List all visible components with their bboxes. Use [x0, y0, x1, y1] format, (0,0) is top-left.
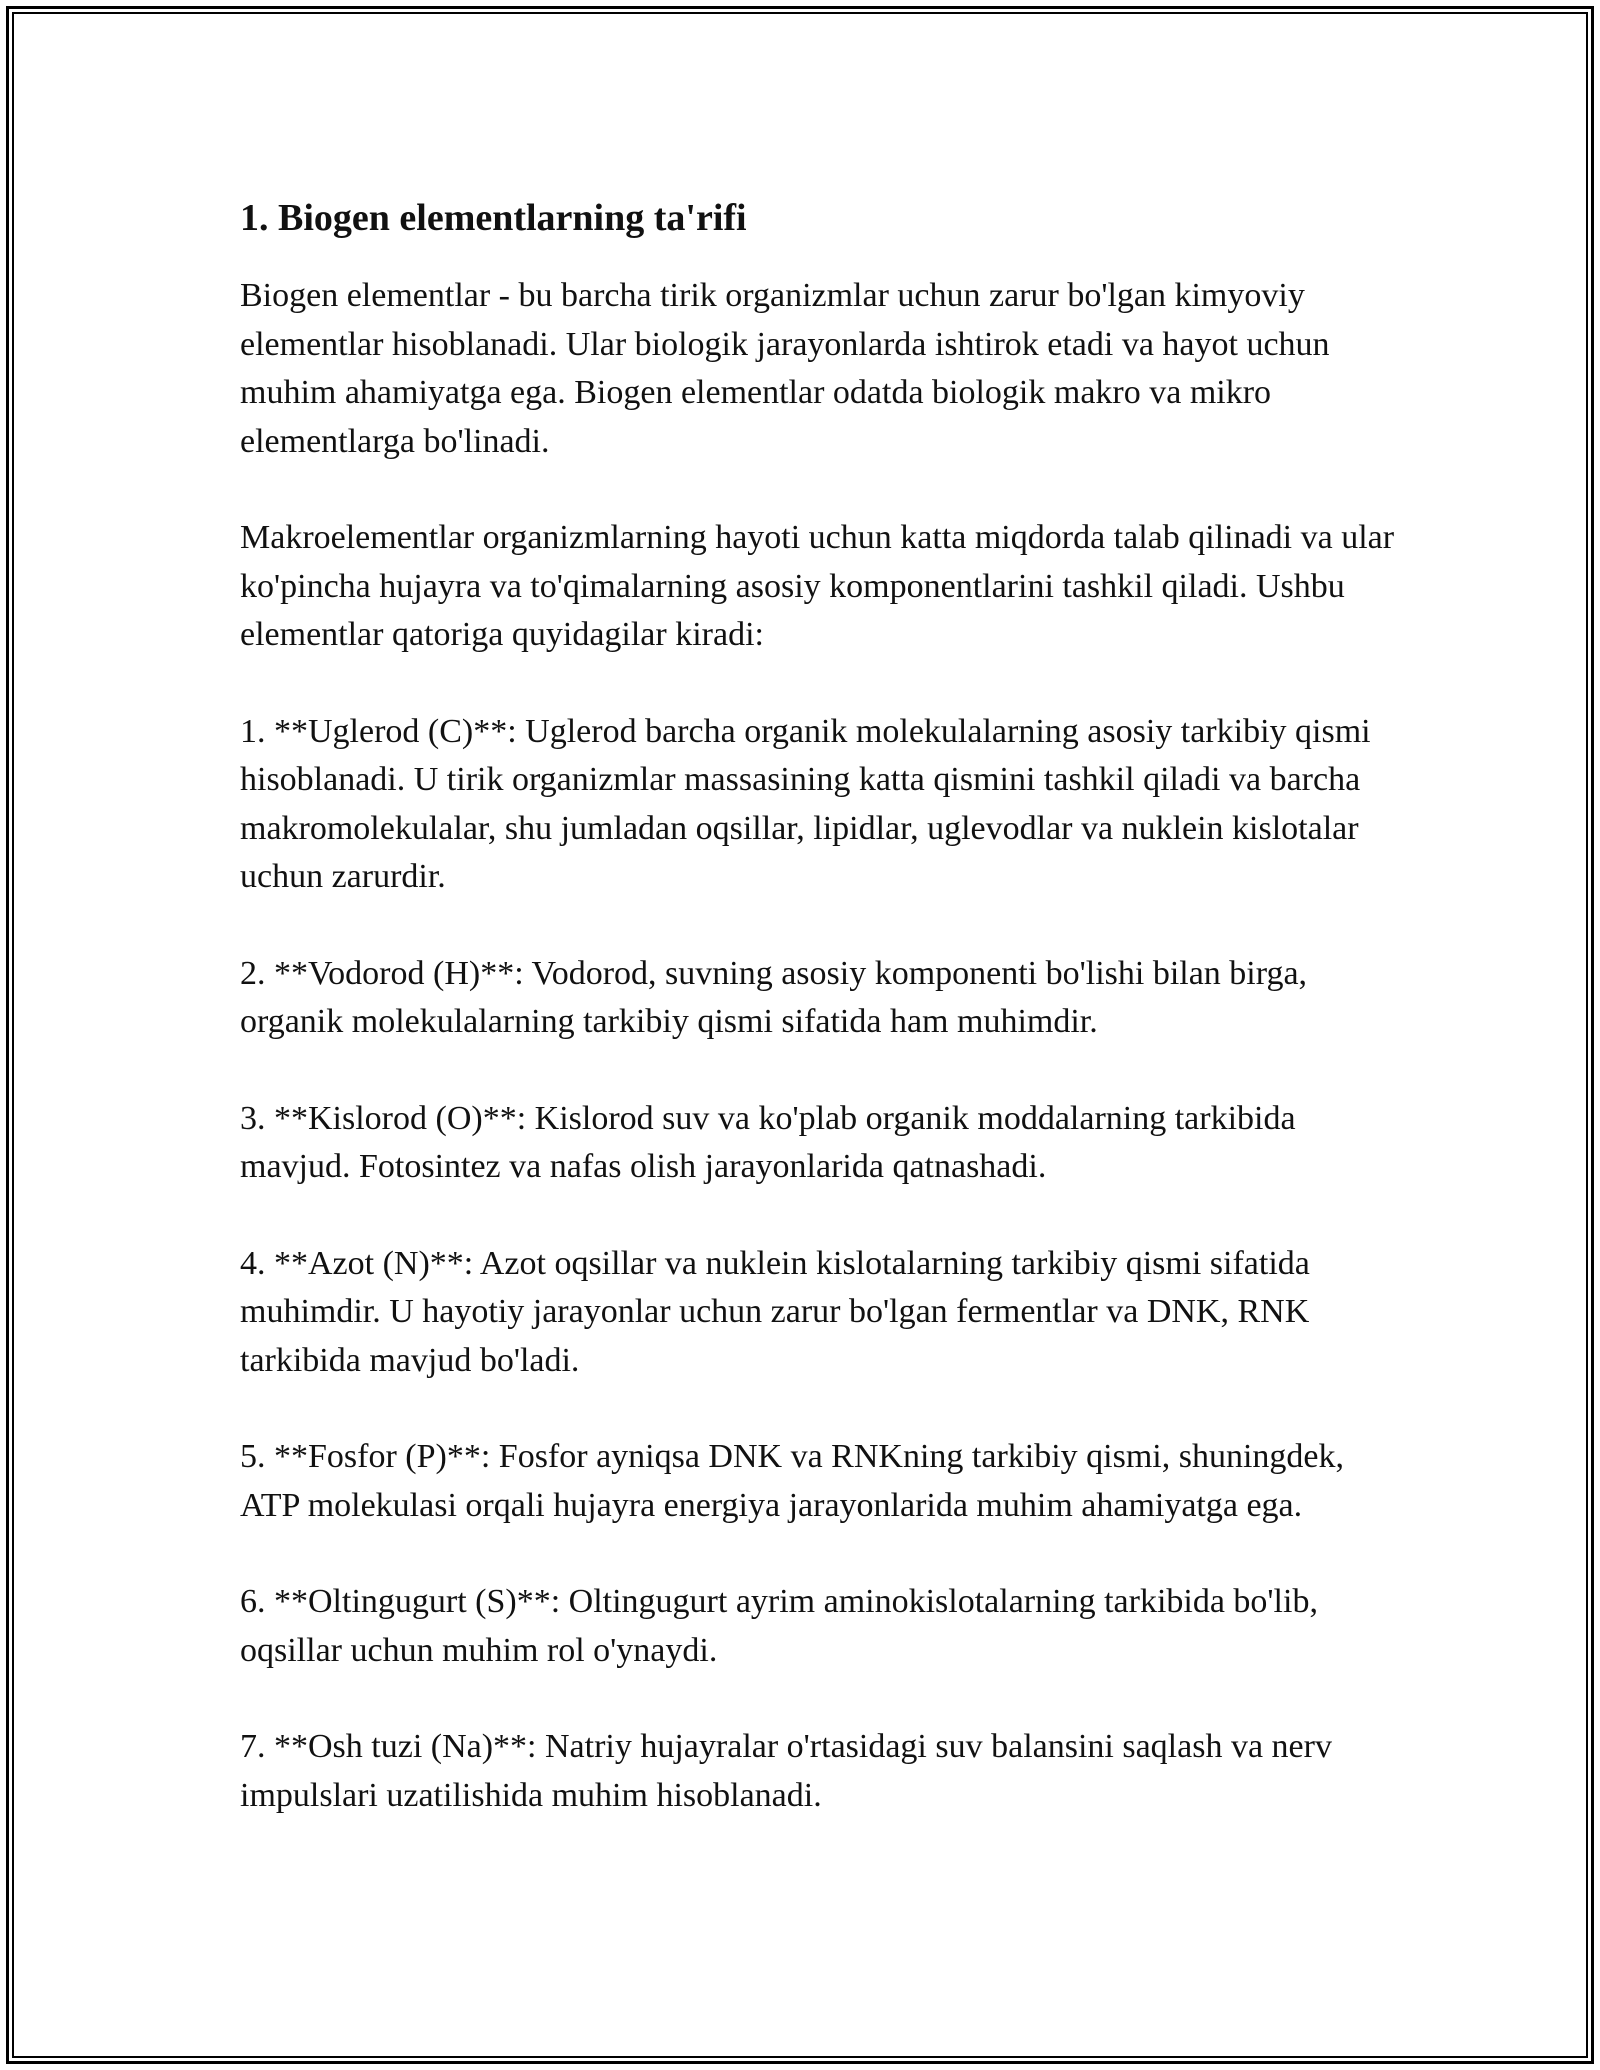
intro-paragraph: Biogen elementlar - bu barcha tirik organizmlar uchun zarur bo'lgan kimyoviy elementlar hisoblanadi. Ular biologik jarayonlarda ishtirok etadi va hayot uchun muhim ahamiyatga ega. Biogen elementlar odatda biologik makro va mikro elementlarga bo'linadi. — [240, 277, 1330, 460]
page-inner-border — [12, 12, 1588, 2058]
list-item-phosphorus: 5. **Fosfor (P)**: Fosfor ayniqsa DNK va RNKning tarkibiy qismi, shuningdek, ATP molekulasi orqali hujayra energiya jarayonlarida muhim ahamiyatga ega. — [240, 1438, 1345, 1524]
list-item-nitrogen: 4. **Azot (N)**: Azot oqsillar va nuklein kislotalarning tarkibiy qismi sifatida muhimdir. U hayotiy jarayonlar uchun zarur bo'lgan fermentlar va DNK, RNK tarkibida mavjud bo'ladi. — [240, 1244, 1310, 1379]
list-item-sodium: 7. **Osh tuzi (Na)**: Natriy hujayralar o'rtasidagi suv balansini saqlash va nerv impulslari uzatilishida muhim hisoblanadi. — [240, 1728, 1332, 1814]
list-item-carbon: 1. **Uglerod (C)**: Uglerod barcha organik molekulalarning asosiy tarkibiy qismi hisoblanadi. U tirik organizmlar massasining katta qismini tashkil qiladi va barcha makromolekulalar, shu jumladan oqsillar, lipidlar, uglevodlar va nuklein kislotalar uchun zarurdir. — [240, 712, 1371, 895]
list-item-oxygen: 3. **Kislorod (O)**: Kislorod suv va ko'plab organik moddalarning tarkibida mavjud. Fotosintez va nafas olish jarayonlarida qatnashadi. — [240, 1099, 1296, 1185]
list-item-hydrogen: 2. **Vodorod (H)**: Vodorod, suvning asosiy komponenti bo'lishi bilan birga, organik molekulalarning tarkibiy qismi sifatida ham muhimdir. — [240, 954, 1308, 1040]
macroelements-paragraph: Makroelementlar organizmlarning hayoti uchun katta miqdorda talab qilinadi va ular ko'pincha hujayra va to'qimalarning asosiy komponentlarini tashkil qiladi. Ushbu elementlar qatoriga quyidagilar kiradi: — [240, 519, 1395, 653]
list-item-sulfur: 6. **Oltingugurt (S)**: Oltingugurt ayrim aminokislotalarning tarkibida bo'lib, oqsillar uchun muhim rol o'ynaydi. — [240, 1583, 1318, 1669]
section-heading: 1. Biogen elementlarning ta'rifi — [240, 197, 747, 239]
page-border — [6, 6, 1594, 2064]
document-body — [240, 194, 1400, 1868]
